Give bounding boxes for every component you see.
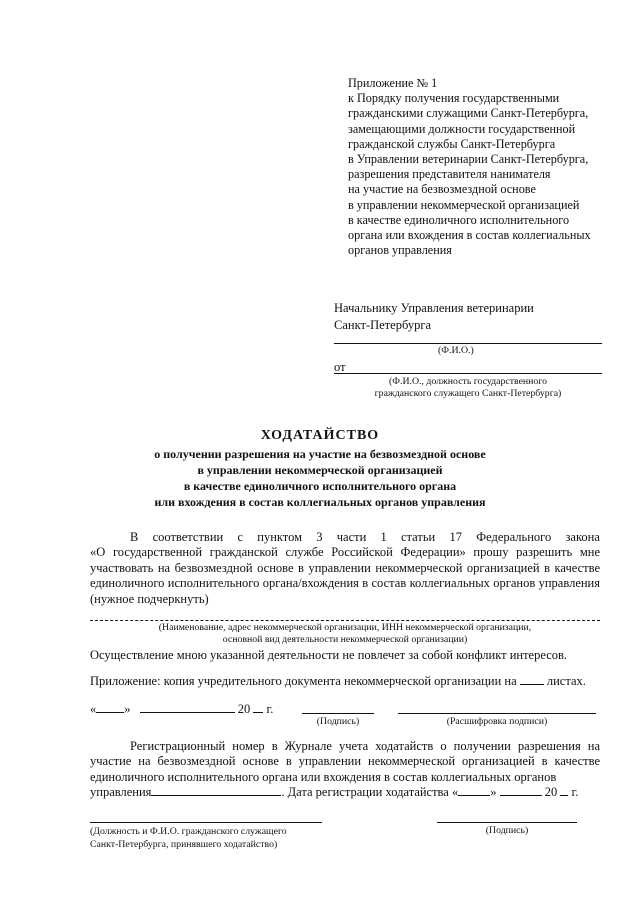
appendix-line: органов управления (348, 243, 452, 258)
first-line-word: статьи (401, 530, 436, 544)
appendix-line: замещающими должности государственной (348, 121, 576, 136)
date-close-quote: » (124, 702, 131, 716)
addressee-line-1: Начальнику Управления ветеринарии (334, 301, 534, 315)
from-caption (334, 376, 602, 400)
appendix-line: гражданской службы Санкт-Петербурга (348, 136, 556, 151)
registration-month-blank (500, 795, 542, 796)
first-line-word: пунктом (257, 530, 303, 544)
document-subtitle (0, 446, 640, 510)
petition-paragraph (90, 530, 600, 607)
first-line-word: В (130, 530, 139, 544)
first-line-word: 17 (449, 530, 462, 544)
registration-date-label: . Дата регистрации ходатайства « (281, 785, 459, 799)
date-open-quote: « (90, 702, 97, 716)
from-label: от (334, 360, 346, 374)
footer-signature-underline (437, 822, 577, 823)
attachment-prefix: Приложение: копия учредительного документа некоммерческой организации на (90, 674, 517, 688)
registration-year-blank (560, 795, 568, 796)
from-underline (334, 373, 602, 374)
from-caption-line-1: (Ф.И.О., должность государственного (389, 376, 547, 387)
paragraph-body: «О государственной гражданской службе Российской Федерации» прошу разрешить мне участвовать на безвозмездной основе в управлении некоммерческой организацией в качестве единоличного исполнительного органа/вхождения в состав коллегиальных органов управления (нужное подчеркнуть) (90, 545, 600, 606)
registration-paragraph: Регистрационный номер в Журнале учета ходатайств о получении разрешения на участие на безвозмездной основе в управлении некоммерческой организацией в качестве единоличного исполнительного органа или вхождения в состав коллегиальных органов (90, 739, 600, 784)
subtitle-line: в управлении некоммерческой организацией (197, 463, 443, 477)
subtitle-line: в качестве единоличного исполнительного органа (183, 479, 457, 493)
appendix-line: Приложение № 1 (348, 76, 438, 90)
first-line-word: части (336, 530, 367, 544)
first-line-word: закона (565, 530, 600, 544)
registration-date-close: » (490, 785, 497, 799)
registration-year: 20 (544, 785, 558, 799)
month-blank (140, 712, 235, 713)
date-line (90, 702, 273, 717)
decoding-underline (398, 713, 596, 714)
official-caption-line-2: Санкт-Петербурга, принявшего ходатайство) (90, 839, 278, 850)
appendix-line: органа или вхождения в состав коллегиальных (348, 228, 591, 243)
conflict-statement: Осуществление мною указанной деятельности не повлечет за собой конфликт интересов. (90, 648, 568, 662)
appendix-line: гражданскими служащими Санкт-Петербурга, (348, 106, 589, 121)
date-year: 20 (237, 702, 251, 716)
day-blank (96, 712, 124, 713)
attachment-line (90, 674, 586, 689)
decoding-caption: (Расшифровка подписи) (446, 716, 548, 727)
registration-number-blank (151, 795, 281, 796)
registration-last-prefix: управления (90, 785, 152, 799)
first-line-word: 1 (380, 530, 387, 544)
appendix-line: в Управлении ветеринарии Санкт-Петербурга, (348, 152, 589, 167)
date-year-suffix: г. (266, 702, 274, 716)
official-caption-line-1: (Должность и Ф.И.О. гражданского служащего (90, 826, 287, 837)
official-underline (90, 822, 322, 823)
first-line-word: Федерального (476, 530, 552, 544)
fio-caption: (Ф.И.О.) (438, 345, 474, 356)
first-line-word: соответствии (152, 530, 224, 544)
registration-year-suffix: г. (571, 785, 579, 799)
first-line-word: 3 (316, 530, 323, 544)
registration-last-line (90, 785, 578, 800)
addressee-line-2: Санкт-Петербурга (334, 318, 432, 332)
official-caption (90, 825, 287, 851)
appendix-line: в управлении некоммерческой организацией (348, 197, 580, 212)
document-heading: ХОДАТАЙСТВО (260, 428, 380, 443)
footer-signature-caption: (Подпись) (485, 825, 529, 836)
attachment-suffix: листах. (546, 674, 586, 688)
appendix-line: на участие на безвозмездной основе (348, 182, 536, 197)
addressee-block (334, 300, 534, 334)
appendix-line: в качестве единоличного исполнительного (348, 212, 570, 227)
year-blank (253, 712, 263, 713)
subtitle-line: или вхождения в состав коллегиальных органов управления (154, 495, 486, 509)
organization-caption-line-2: основной вид деятельности некоммерческой организации) (222, 634, 468, 645)
signature-caption: (Подпись) (316, 716, 360, 727)
appendix-line: разрешения представителя нанимателя (348, 167, 551, 182)
subtitle-line: о получении разрешения на участие на безвозмездной основе (154, 447, 486, 461)
registration-day-blank (458, 795, 490, 796)
sheets-count-blank (520, 684, 544, 685)
fio-underline (334, 343, 602, 344)
organization-caption (90, 622, 600, 646)
first-line-word: с (237, 530, 244, 544)
organization-underline (90, 620, 600, 621)
signature-underline (302, 713, 374, 714)
from-caption-line-2: гражданского служащего Санкт-Петербурга) (374, 388, 562, 399)
appendix-line: к Порядку получения государственными (348, 91, 560, 106)
appendix-block (348, 76, 591, 258)
organization-caption-line-1: (Наименование, адрес некоммерческой организации, ИНН некоммерческой организации, (158, 622, 532, 633)
paragraph-first-line (90, 530, 600, 545)
